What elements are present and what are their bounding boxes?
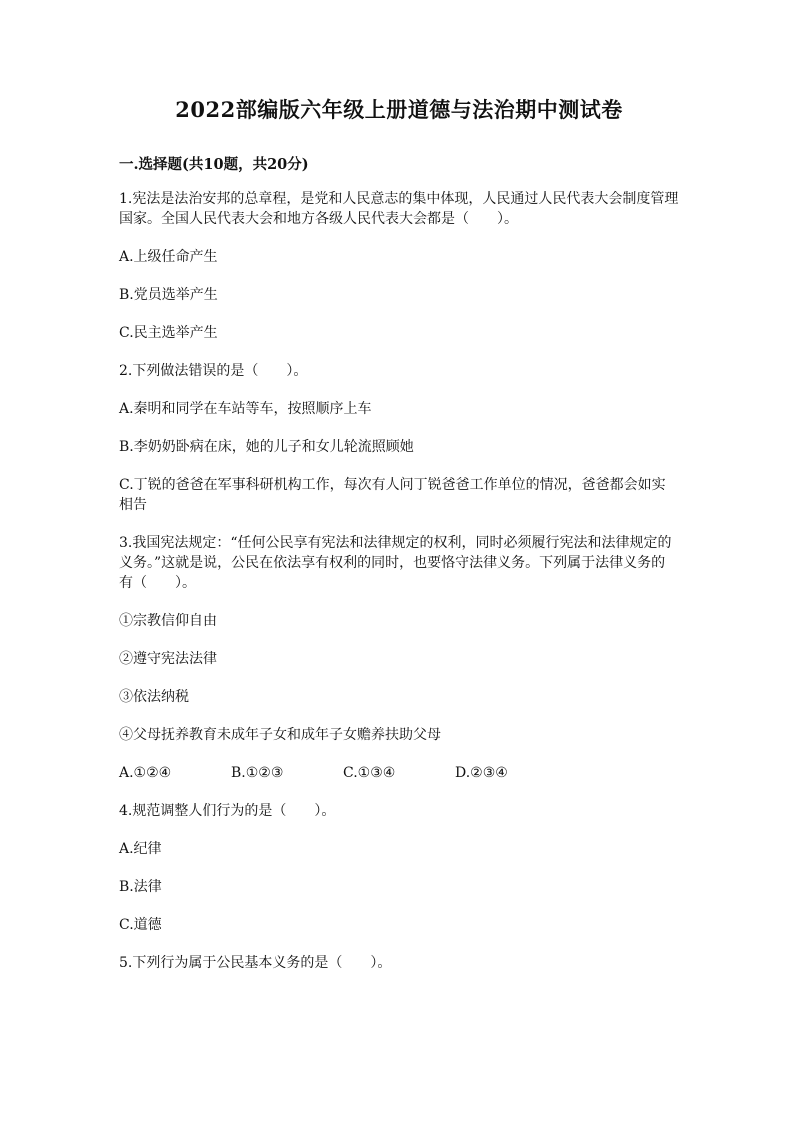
option-a: A.秦明和同学在车站等车，按照顺序上车	[119, 401, 372, 417]
option-c: C.丁锐的爸爸在军事科研机构工作，每次有人问丁锐爸爸工作单位的情况，爸爸都会如实相告	[119, 477, 666, 513]
statement-item-3: ③依法纳税	[119, 689, 189, 705]
option-c: C.①③④	[343, 765, 396, 781]
question-stem: 2.下列做法错误的是（ ）。	[119, 363, 308, 379]
question-stem: 1.宪法是法治安邦的总章程，是党和人民意志的集中体现，人民通过人民代表大会制度管理国家。全国人民代表大会和地方各级人民代表大会都是（ ）。	[119, 191, 679, 227]
page-title: 2022部编版六年级上册道德与法治期中测试卷	[175, 97, 623, 122]
question-2	[119, 361, 679, 515]
question-stem: 5.下列行为属于公民基本义务的是（ ）。	[119, 955, 392, 971]
option-c: C.道德	[119, 917, 162, 933]
statement-item-2: ②遵守宪法法律	[119, 651, 217, 667]
question-4	[119, 801, 679, 935]
question-5	[119, 953, 679, 973]
option-b: B.法律	[119, 879, 162, 895]
option-d: D.②③④	[455, 765, 508, 781]
question-stem: 4.规范调整人们行为的是（ ）。	[119, 803, 336, 819]
question-3	[119, 533, 679, 783]
question-stem: 3.我国宪法规定：“任何公民享有宪法和法律规定的权利，同时必须履行宪法和法律规定的义务。”这就是说，公民在依法享有权利的同时，也要恪守法律义务。下列属于法律义务的有（ ）。	[119, 535, 672, 591]
option-b: B.李奶奶卧病在床，她的儿子和女儿轮流照顾她	[119, 439, 414, 455]
option-a: A.纪律	[119, 841, 162, 857]
option-c: C.民主选举产生	[119, 325, 218, 341]
inline-options	[119, 763, 679, 783]
option-b: B.党员选举产生	[119, 287, 218, 303]
option-a: A.①②④	[119, 765, 172, 781]
option-a: A.上级任命产生	[119, 249, 218, 265]
option-b: B.①②③	[231, 765, 284, 781]
exam-page	[119, 95, 679, 973]
statement-item-1: ①宗教信仰自由	[119, 613, 217, 629]
question-1	[119, 189, 679, 343]
statement-item-4: ④父母抚养教育未成年子女和成年子女赡养扶助父母	[119, 727, 441, 743]
section-heading: 一.选择题(共10题，共20分)	[119, 156, 309, 173]
